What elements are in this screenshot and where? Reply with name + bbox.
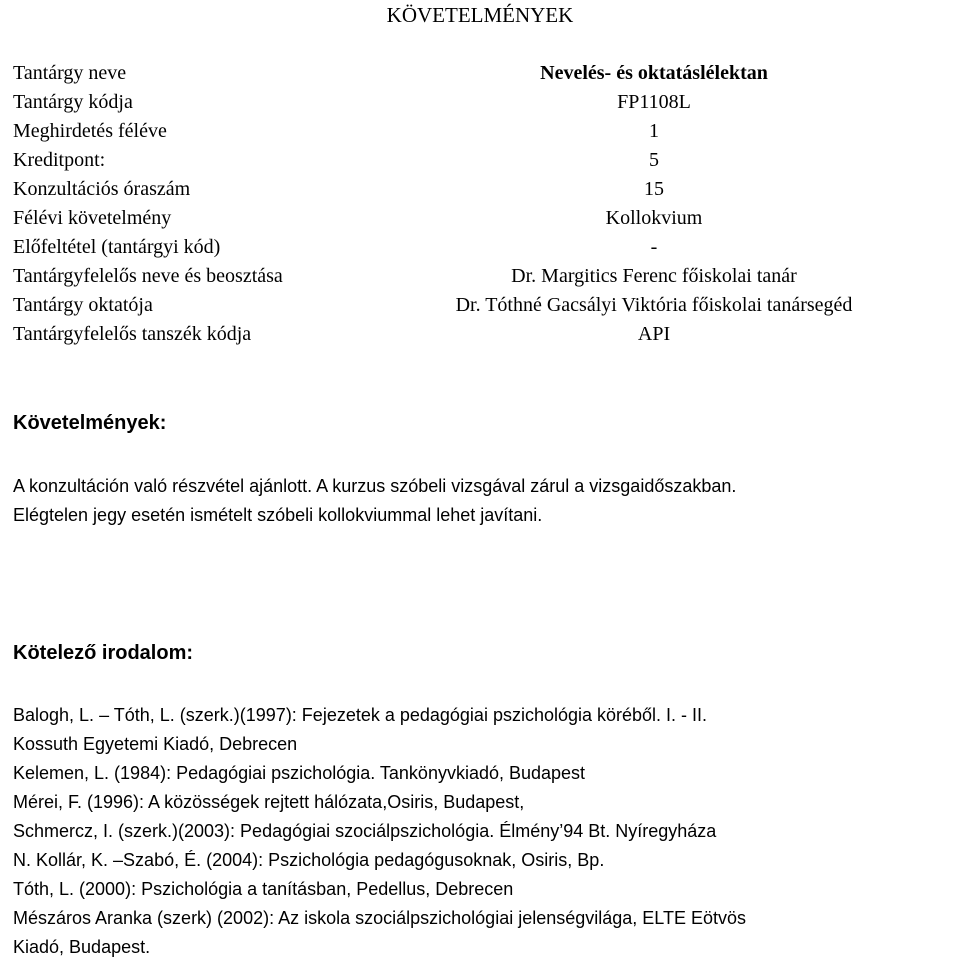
literature-line: Mérei, F. (1996): A közösségek rejtett hálózata,Osiris, Budapest, (13, 792, 525, 812)
info-value: - (650, 236, 658, 258)
info-row (13, 204, 945, 233)
info-row (13, 291, 945, 320)
info-label: Konzultációs óraszám (13, 178, 191, 200)
literature-line: Kelemen, L. (1984): Pedagógiai pszichológia. Tankönyvkiadó, Budapest (13, 763, 586, 783)
info-row (13, 59, 945, 88)
info-value: Nevelés- és oktatáslélektan (540, 62, 768, 84)
info-row (13, 88, 945, 117)
literature-line: Kiadó, Budapest. (13, 937, 151, 957)
info-value: Kollokvium (605, 207, 703, 229)
info-label: Előfeltétel (tantárgyi kód) (13, 236, 221, 258)
literature-line: N. Kollár, K. –Szabó, É. (2004): Pszichológia pedagógusoknak, Osiris, Bp. (13, 850, 605, 870)
info-label: Tantárgy neve (13, 62, 127, 84)
requirements-heading: Követelmények: (13, 412, 167, 434)
info-value: Dr. Tóthné Gacsályi Viktória főiskolai tanársegéd (455, 294, 853, 316)
info-row (13, 233, 945, 262)
info-row (13, 117, 945, 146)
info-row (13, 146, 945, 175)
literature-line: Tóth, L. (2000): Pszichológia a tanításban, Pedellus, Debrecen (13, 879, 514, 899)
literature-line: Balogh, L. – Tóth, L. (szerk.)(1997): Fejezetek a pedagógiai pszichológia köréből. I. - II. (13, 705, 708, 725)
info-row (13, 175, 945, 204)
info-label: Tantárgy oktatója (13, 294, 153, 316)
info-label: Meghirdetés féléve (13, 120, 167, 142)
requirements-line: Elégtelen jegy esetén ismételt szóbeli kollokviummal lehet javítani. (13, 505, 543, 525)
info-value: API (637, 323, 671, 345)
literature-line: Schmercz, I. (szerk.)(2003): Pedagógiai szociálpszichológia. Élmény’94 Bt. Nyíregyháza (13, 821, 717, 841)
info-value: Dr. Margitics Ferenc főiskolai tanár (511, 265, 797, 287)
info-label: Tantárgyfelelős tanszék kódja (13, 323, 252, 345)
info-value: FP1108L (617, 91, 691, 113)
literature-line: Kossuth Egyetemi Kiadó, Debrecen (13, 734, 298, 754)
info-label: Kreditpont: (13, 149, 106, 171)
literature-list (13, 701, 948, 962)
literature-heading: Kötelező irodalom: (13, 642, 194, 664)
info-value: 5 (649, 149, 659, 171)
info-value: 1 (649, 120, 659, 142)
info-label: Félévi követelmény (13, 207, 172, 229)
info-label: Tantárgy kódja (13, 91, 133, 113)
requirements-text (13, 472, 948, 530)
info-value: 15 (644, 178, 664, 200)
info-label: Tantárgyfelelős neve és beosztása (13, 265, 283, 287)
info-row (13, 262, 945, 291)
page-title: KÖVETELMÉNYEK (386, 3, 574, 27)
info-row (13, 320, 945, 349)
requirements-line: A konzultáción való részvétel ajánlott. A kurzus szóbeli vizsgával zárul a vizsgaidőszakban. (13, 476, 737, 496)
literature-line: Mészáros Aranka (szerk) (2002): Az iskola szociálpszichológiai jelenségvilága, ELTE Eötvös (13, 908, 746, 928)
course-info-table (13, 59, 945, 349)
